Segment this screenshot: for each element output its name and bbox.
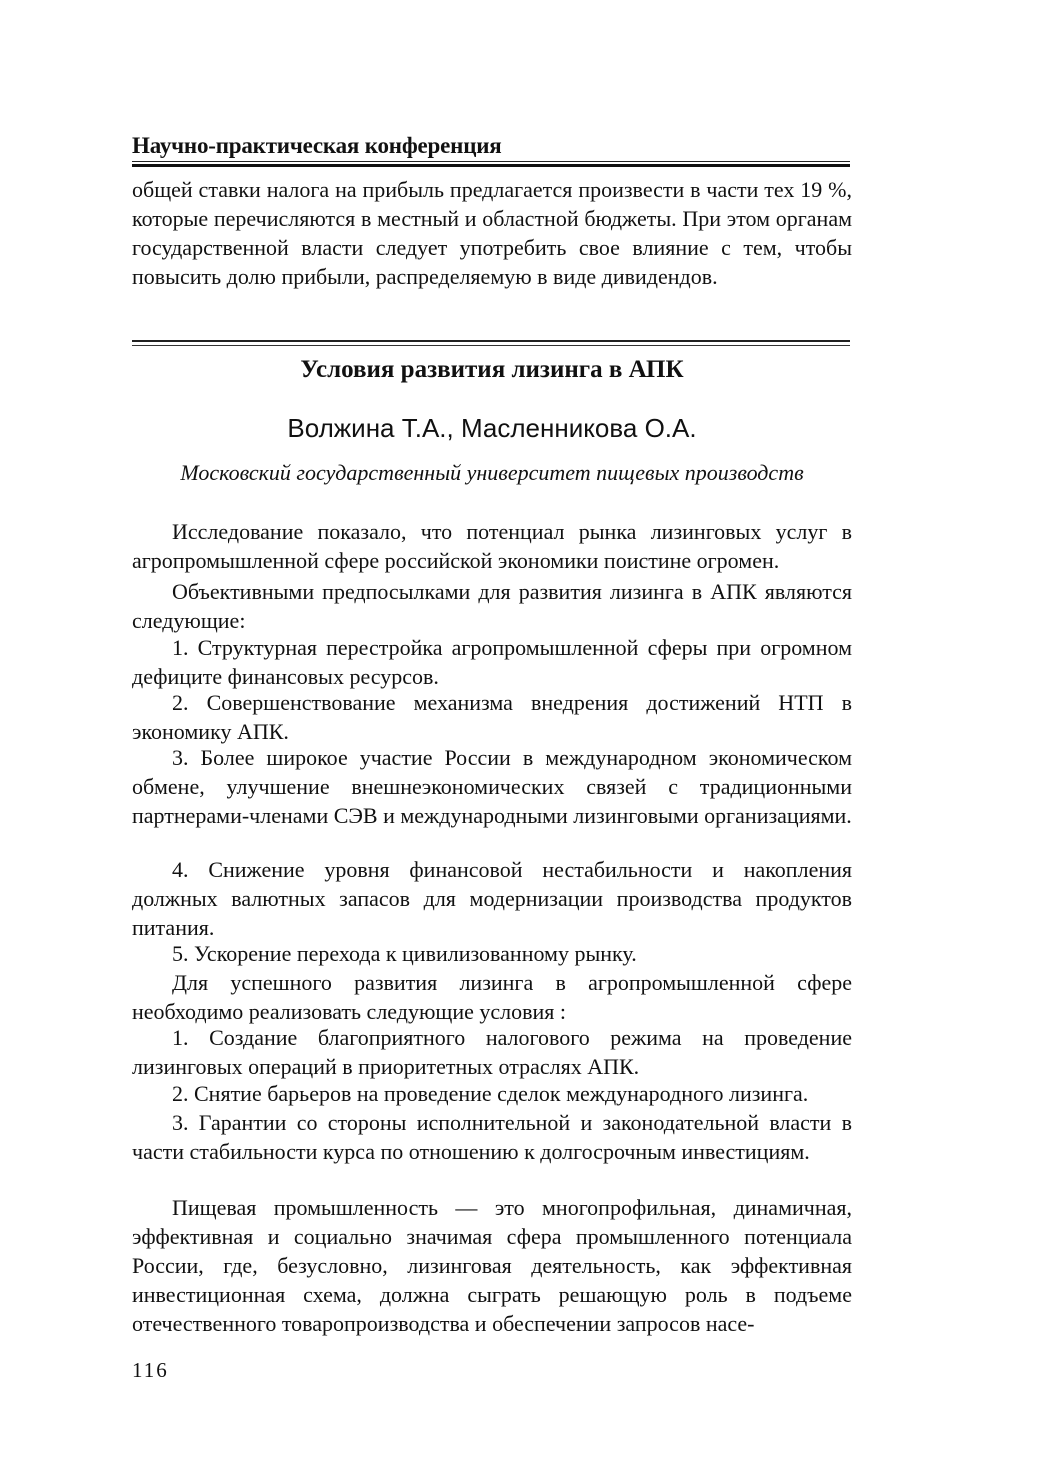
list-item: 3. Более широкое участие России в международном экономическом обмене, улучшение внешнеэкономических связей с традиционными партнерами-членами СЭВ и международными лизинговыми организациями. <box>132 745 852 828</box>
page-number: 116 <box>132 1358 169 1382</box>
continued-paragraph: общей ставки налога на прибыль предлагается произвести в части тех 19 %, которые перечисляются в местный и областной бюджеты. При этом органам государственной власти следует употребить свое влияние с тем, чтобы повысить долю прибыли, распределяемую в виде дивидендов. <box>132 177 852 289</box>
section-divider-thick <box>132 340 850 342</box>
header-rule-thin <box>132 161 850 162</box>
list-item: 5. Ускорение перехода к цивилизованному рынку. <box>172 941 637 966</box>
article-authors: Волжина Т.А., Масленникова О.А. <box>287 413 697 443</box>
body-paragraph: Объективными предпосылками для развития лизинга в АПК являются следующие: <box>132 579 852 633</box>
list-item: 4. Снижение уровня финансовой нестабильности и накопления должных валютных запасов для модернизации производства продуктов питания. <box>132 857 852 940</box>
list-item: 1. Создание благоприятного налогового режима на проведение лизинговых операций в приоритетных отраслях АПК. <box>132 1025 852 1079</box>
article-affiliation: Московский государственный университет пищевых производств <box>180 460 804 485</box>
article-title: Условия развития лизинга в АПК <box>300 356 684 383</box>
section-divider-thin <box>132 345 850 346</box>
body-paragraph: Исследование показало, что потенциал рынка лизинговых услуг в агропромышленной сфере российской экономики поистине огромен. <box>132 519 852 573</box>
list-item: 2. Снятие барьеров на проведение сделок международного лизинга. <box>172 1081 809 1106</box>
list-item: 2. Совершенствование механизма внедрения достижений НТП в экономику АПК. <box>132 690 852 744</box>
list-item: 1. Структурная перестройка агропромышленной сферы при огромном дефиците финансовых ресурсов. <box>132 635 852 689</box>
running-header-title: Научно-практическая конференция <box>132 133 502 158</box>
list-item: 3. Гарантии со стороны исполнительной и законодательной власти в части стабильности курса по отношению к долгосрочным инвестициям. <box>132 1110 852 1164</box>
body-paragraph: Для успешного развития лизинга в агропромышленной сфере необходимо реализовать следующие условия : <box>132 970 852 1024</box>
body-paragraph: Пищевая промышленность — это многопрофильная, динамичная, эффективная и социально значимая сфера промышленного потенциала России, где, безусловно, лизинговая деятельность, как эффективная инвестиционная схема, должна сыграть решающую роль в подъеме отечественного товаропроизводства и обеспечении запросов насе- <box>132 1195 852 1336</box>
header-rule-thick <box>132 164 850 167</box>
